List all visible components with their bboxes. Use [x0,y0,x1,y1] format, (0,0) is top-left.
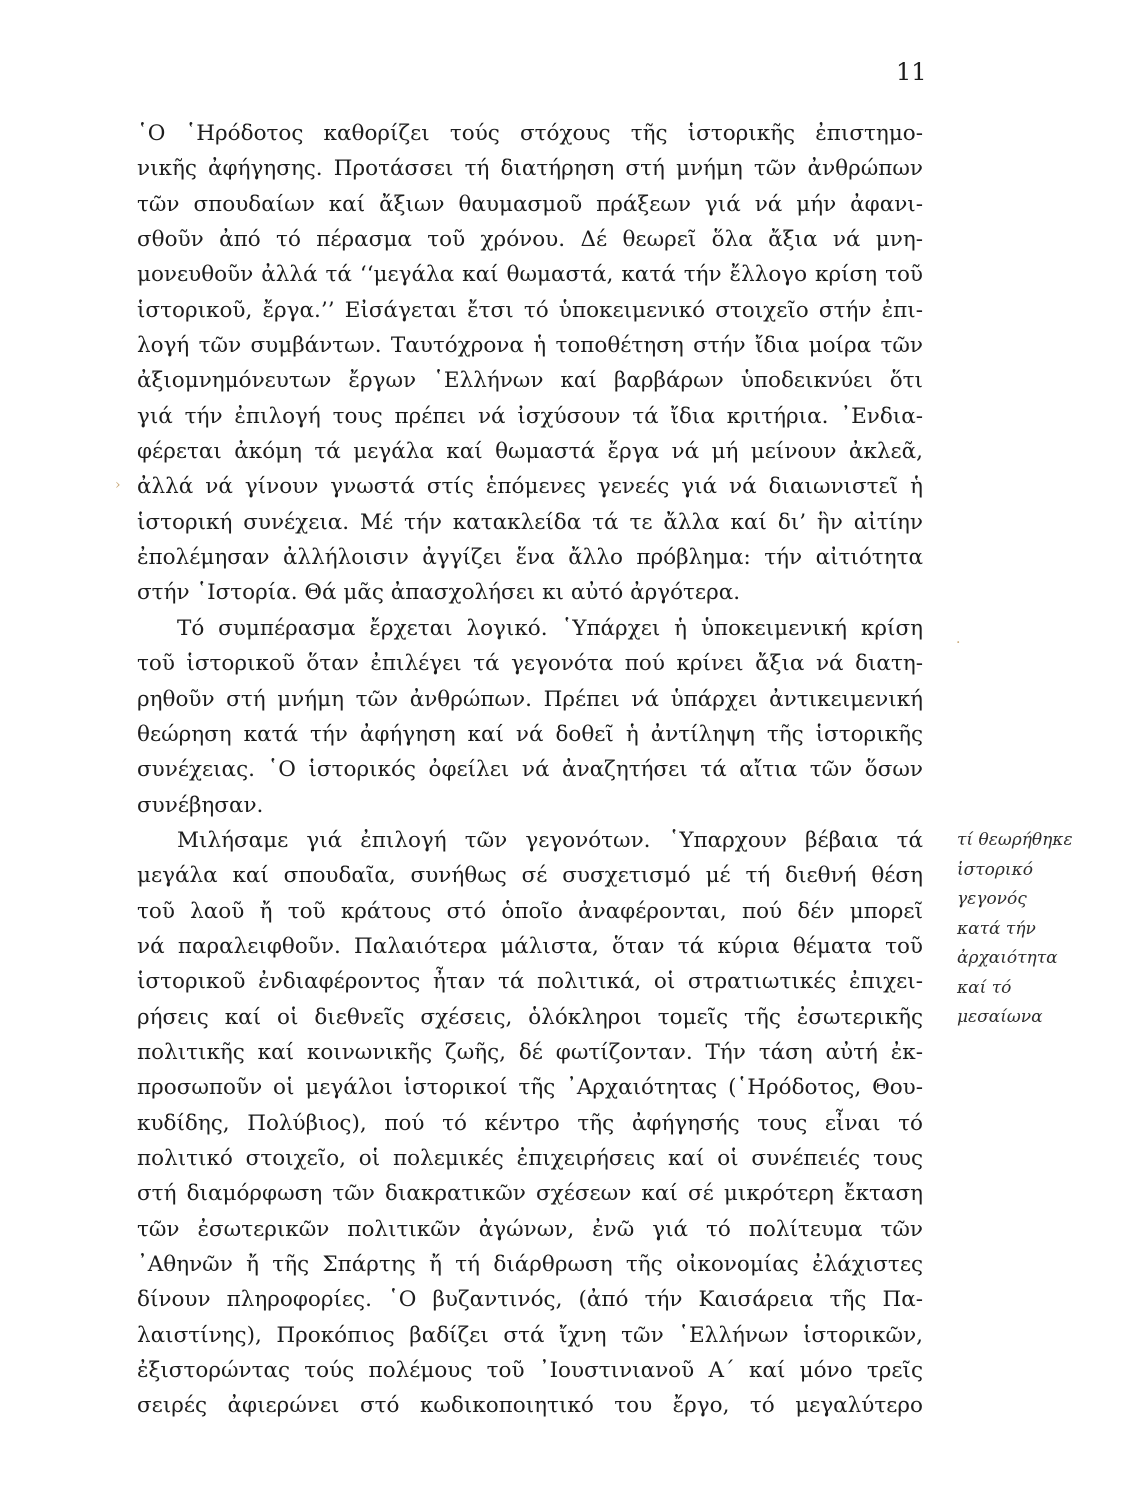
text-line: στή διαμόρφωση τῶν διακρατικῶν σχέσεων καί σέ μικρότερη ἔκταση [137,1181,923,1207]
text-line: ἱστορικοῦ ἐνδιαφέροντος ἦταν τά πολιτικά, οἱ στρατιωτικές ἐπιχει- [137,969,923,995]
text-line: ῾Ο ῾Ηρόδοτος καθορίζει τούς στόχους τῆς ἱστορικῆς ἐπιστημο- [137,121,923,146]
text-line: μεγάλα καί σπουδαῖα, συνήθως σέ συσχετισμό μέ τή διεθνή θέση [137,863,923,889]
text-line: ἱστορική συνέχεια. Μέ τήν κατακλείδα τά τε ἄλλα καί δι’ ἣν αἰτίην [137,509,923,535]
text-line: ᾿Αθηνῶν ἤ τῆς Σπάρτης ἤ τή διάρθρωση τῆς οἰκονομίας ἐλάχιστες [137,1252,923,1277]
margin-note-line: κατά τήν [957,918,1036,939]
text-line: γιά τήν ἐπιλογή τους πρέπει νά ἰσχύσουν τά ἴδια κριτήρια. ᾿Ενδια- [137,403,923,429]
margin-note-line: ἀρχαιότητα [957,948,1058,968]
text-line: τῶν σπουδαίων καί ἄξιων θαυμασμοῦ πράξεων γιά νά μήν ἀφανι- [137,191,923,217]
text-line: ἐξιστορώντας τούς πολέμους τοῦ ᾿Ιουστινιανοῦ Α΄ καί μόνο τρεῖς [137,1358,923,1384]
text-line: Τό συμπέρασμα ἔρχεται λογικό. ῾Υπάρχει ἡ ὑποκειμενική κρίση [177,615,923,641]
text-line: δίνουν πληροφορίες. ῾Ο βυζαντινός, (ἀπό τήν Καισάρεια τῆς Πα- [137,1287,923,1313]
text-line: λαιστίνης), Προκόπιος βαδίζει στά ἴχνη τῶν ῾Ελλήνων ἱστορικῶν, [137,1322,923,1348]
margin-note-line: τί θεωρήθηκε [957,830,1073,850]
text-line: συνέχειας. ῾Ο ἱστορικός ὀφείλει νά ἀναζητήσει τά αἴτια τῶν ὅσων [137,757,923,783]
page-number: 11 [896,58,927,86]
text-line: ρηθοῦν στή μνήμη τῶν ἀνθρώπων. Πρέπει νά ὑπάρχει ἀντικειμενική [137,686,923,712]
text-line: φέρεται ἀκόμη τά μεγάλα καί θωμαστά ἔργα νά μή μείνουν ἀκλεᾶ, [137,439,923,465]
margin-note-line: γεγονός [957,889,1027,909]
text-line: προσωποῦν οἱ μεγάλοι ἱστορικοί τῆς ᾿Αρχαιότητας (῾Ηρόδοτος, Θου- [137,1075,923,1101]
text-line: πολιτικό στοιχεῖο, οἱ πολεμικές ἐπιχειρήσεις καί οἱ συνέπειές τους [137,1145,923,1171]
text-line: νά παραλειφθοῦν. Παλαιότερα μάλιστα, ὅταν τά κύρια θέματα τοῦ [137,933,923,959]
text-line: μονευθοῦν ἀλλά τά ‘‘μεγάλα καί θωμαστά, κατά τήν ἔλλογο κρίση τοῦ [137,262,923,288]
text-line: Μιλήσαμε γιά ἐπιλογή τῶν γεγονότων. ῾Υπαρχουν βέβαια τά [177,827,923,853]
text-line: συνέβησαν. [137,792,264,818]
text-line: ἀλλά νά γίνουν γνωστά στίς ἑπόμενες γενεές γιά νά διαιωνιστεῖ ἡ [137,474,923,500]
text-line: νικῆς ἀφήγησης. Προτάσσει τή διατήρηση στή μνήμη τῶν ἀνθρώπων [137,156,923,182]
text-line: κυδίδης, Πολύβιος), πού τό κέντρο τῆς ἀφήγησής τους εἶναι τό [137,1110,923,1136]
text-line: στήν ῾Ιστορία. Θά μᾶς ἀπασχολήσει κι αὐτό ἀργότερα. [137,580,741,606]
text-line: ἀξιομνημόνευτων ἔργων ῾Ελλήνων καί βαρβάρων ὑποδεικνύει ὅτι [137,368,923,394]
text-line: θεώρηση κατά τήν ἀφήγηση καί νά δοθεῖ ἡ ἀντίληψη τῆς ἱστορικῆς [137,721,923,747]
text-line: πολιτικῆς καί κοινωνικῆς ζωῆς, δέ φωτίζονταν. Τήν τάση αὐτή ἐκ- [137,1039,923,1065]
text-line: τοῦ λαοῦ ἤ τοῦ κράτους στό ὁποῖο ἀναφέρονται, πού δέν μπορεῖ [137,898,923,924]
text-line: λογή τῶν συμβάντων. Ταυτόχρονα ἡ τοποθέτηση στήν ἴδια μοίρα τῶν [137,333,923,359]
text-line: ρήσεις καί οἱ διεθνεῖς σχέσεις, ὁλόκληροι τομεῖς τῆς ἐσωτερικῆς [137,1004,923,1030]
margin-note-line: ἱστορικό [957,859,1033,880]
text-line: ἐπολέμησαν ἀλλήλοισιν ἀγγίζει ἕνα ἄλλο πρόβλημα: τήν αἰτιότητα [137,545,923,571]
text-line: ἱστορικοῦ, ἔργα.’’ Εἰσάγεται ἔτσι τό ὑποκειμενικό στοιχεῖο στήν ἐπι- [137,297,923,323]
margin-dot-mark: · [956,635,961,651]
text-line: σθοῦν ἀπό τό πέρασμα τοῦ χρόνου. Δέ θεωρεῖ ὅλα ἄξια νά μνη- [137,227,923,253]
text-line: τοῦ ἱστορικοῦ ὅταν ἐπιλέγει τά γεγονότα πού κρίνει ἄξια νά διατη- [137,651,923,677]
text-line: σειρές ἀφιερώνει στό κωδικοποιητικό του ἔργο, τό μεγαλύτερο [137,1393,923,1419]
margin-note-line: καί τό [957,977,1012,998]
margin-arrow-mark: › [115,477,121,493]
margin-note-line: μεσαίωνα [957,1007,1043,1027]
text-line: τῶν ἐσωτερικῶν πολιτικῶν ἀγώνων, ἐνῶ γιά τό πολίτευμα τῶν [137,1216,923,1242]
margin-note [957,826,1087,1033]
body-text [137,116,923,1424]
